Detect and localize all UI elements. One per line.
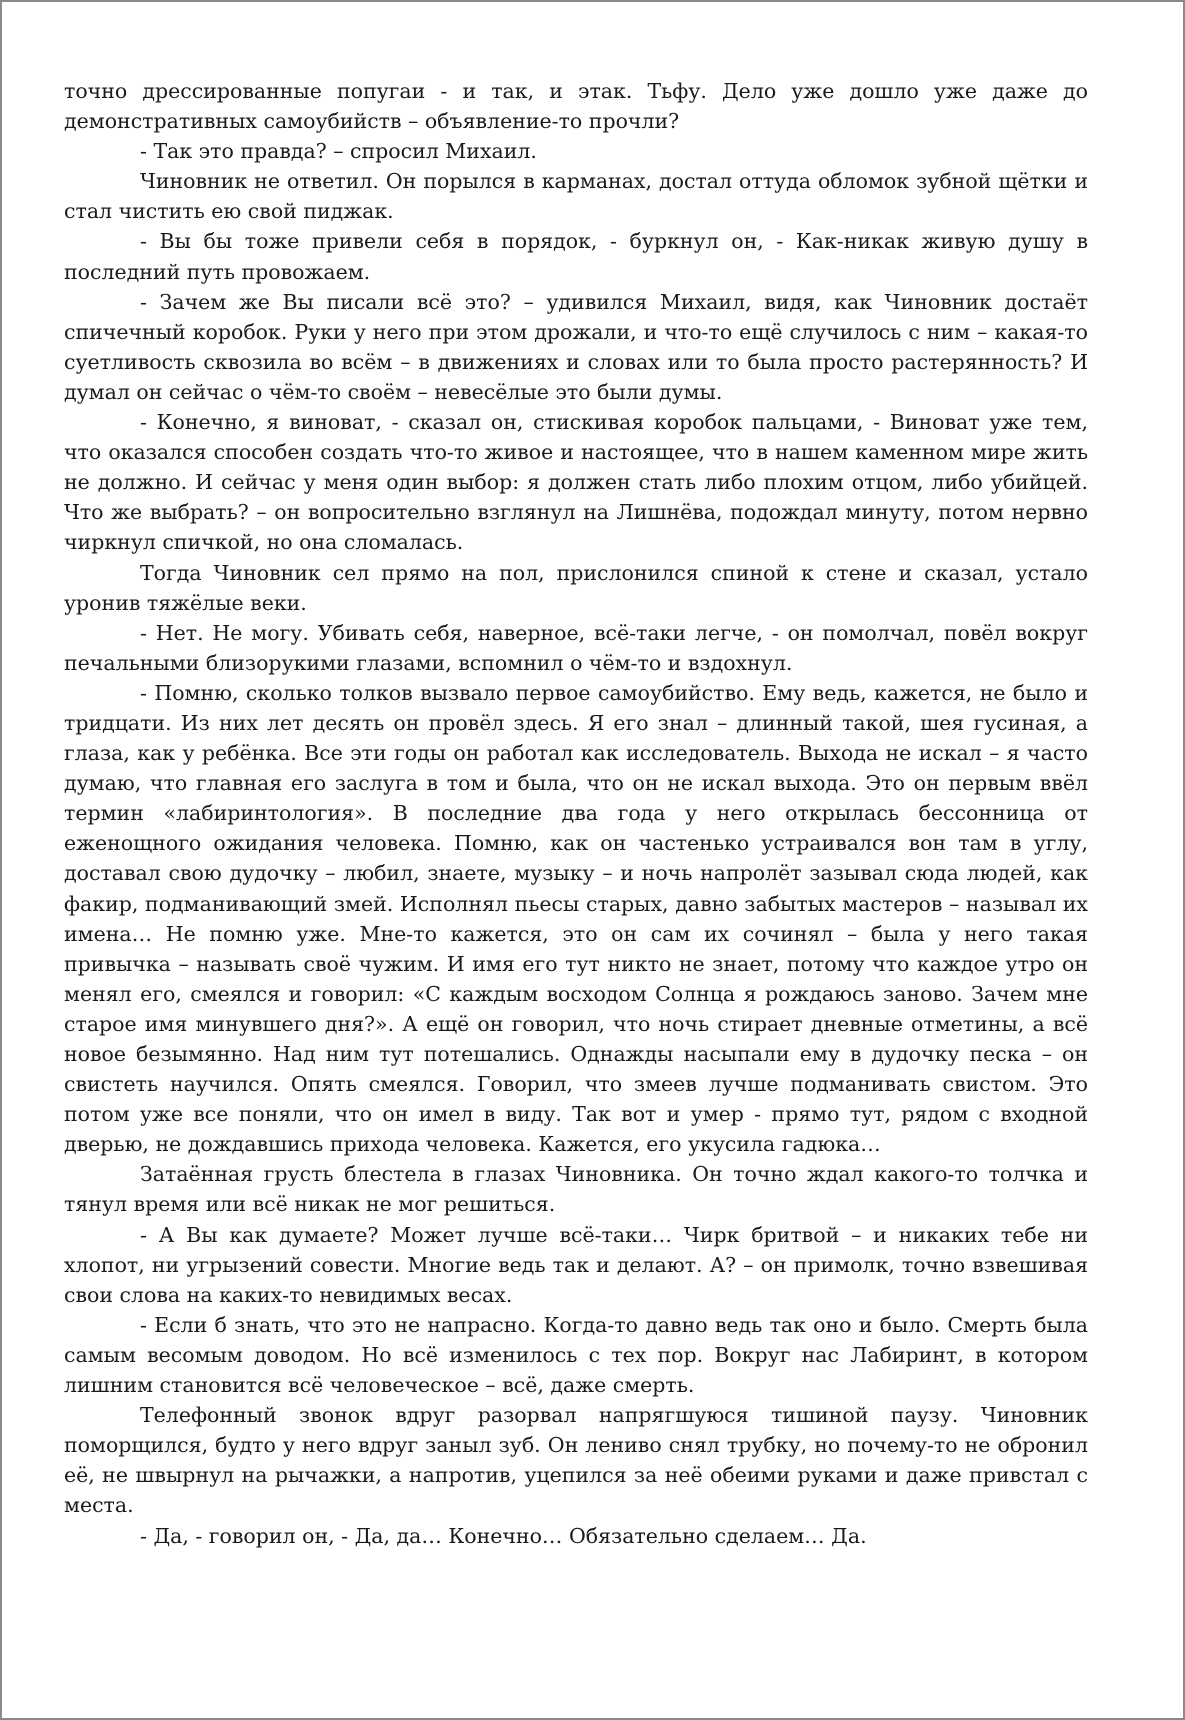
paragraph: Затаённая грусть блестела в глазах Чиновника. Он точно ждал какого-то толчка и тянул время или всё никак не мог решиться. [64, 1162, 1088, 1217]
page-text [64, 76, 1088, 1551]
paragraph: - Так это правда? – спросил Михаил. [140, 139, 537, 164]
paragraph: - Если б знать, что это не напрасно. Когда-то давно ведь так оно и было. Смерть была самым весомым доводом. Но всё изменилось с тех пор. Вокруг нас Лабиринт, в котором лишним становится всё человеческое – всё, даже смерть. [64, 1312, 1088, 1398]
paragraph: Телефонный звонок вдруг разорвал напрягшуюся тишиной паузу. Чиновник поморщился, будто у него вдруг заныл зуб. Он лениво снял трубку, но почему-то не обронил её, не швырнул на рычажки, а напротив, уцепился за неё обеими руками и даже привстал с места. [64, 1403, 1088, 1518]
paragraph: - Да, - говорил он, - Да, да… Конечно… Обязательно сделаем… Да. [140, 1523, 867, 1548]
paragraph: - Конечно, я виноват, - сказал он, стискивая коробок пальцами, - Виноват уже тем, что оказался способен создать что-то живое и настоящее, что в нашем каменном мире жить не должно. И сейчас у меня один выбор: я должен стать либо плохим отцом, либо убийцей. Что же выбрать? – он вопросительно взглянул на Лишнёва, подождал минуту, потом нервно чиркнул спичкой, но она сломалась. [64, 410, 1088, 555]
paragraph: - Вы бы тоже привели себя в порядок, - буркнул он, - Как-никак живую душу в последний путь провожаем. [64, 229, 1088, 284]
paragraph: Тогда Чиновник сел прямо на пол, прислонился спиной к стене и сказал, устало уронив тяжёлые веки. [64, 560, 1088, 615]
paragraph: - А Вы как думаете? Может лучше всё-таки… Чирк бритвой – и никаких тебе ни хлопот, ни угрызений совести. Многие ведь так и делают. А? – он примолк, точно взвешивая свои слова на каких-то невидимых весах. [64, 1222, 1088, 1307]
paragraph: Чиновник не ответил. Он порылся в карманах, достал оттуда обломок зубной щётки и стал чистить ею свой пиджак. [64, 169, 1088, 224]
paragraph-continued: точно дрессированные попугаи - и так, и этак. Тьфу. Дело уже дошло уже даже до демонстративных самоубийств – объявление-то прочли? [64, 79, 1088, 134]
paragraph: - Зачем же Вы писали всё это? – удивился Михаил, видя, как Чиновник достаёт спичечный коробок. Руки у него при этом дрожали, и что-то ещё случилось с ним – какая-то суетливость сквозила во всём – в движениях и словах или то была просто растерянность? И думал он сейчас о чём-то своём – невесёлые это были думы. [64, 289, 1088, 404]
paragraph: - Помню, сколько толков вызвало первое самоубийство. Ему ведь, кажется, не было и тридцати. Из них лет десять он провёл здесь. Я его знал – длинный такой, шея гусиная, а глаза, как у ребёнка. Все эти годы он работал как исследователь. Выхода не искал – я часто думаю, что главная его заслуга в том и была, что он не искал выхода. Это он первым ввёл термин «лабиринтология». В последние два года у него открылась бессонница от еженощного ожидания человека. Помню, как он частенько устраивался вон там в углу, доставал свою дудочку – любил, знаете, музыку – и ночь напролёт зазывал сюда людей, как факир, подманивающий змей. Исполнял пьесы старых, давно забытых мастеров – называл их имена… Не помню уже. Мне-то кажется, это он сам их сочинял – была у него такая привычка – называть своё чужим. И имя его тут никто не знает, потому что каждое утро он менял его, смеялся и говорил: «С каждым восходом Солнца я рождаюсь заново. Зачем мне старое имя минувшего дня?». А ещё он говорил, что ночь стирает дневные отметины, а всё новое безымянно. Над ним тут потешались. Однажды насыпали ему в дудочку песка – он свистеть научился. Опять смеялся. Говорил, что змеев лучше подманивать свистом. Это потом уже все поняли, что он имел в виду. Так вот и умер - прямо тут, рядом с входной дверью, не дождавшись прихода человека. Кажется, его укусила гадюка… [64, 680, 1088, 1157]
paragraph: - Нет. Не могу. Убивать себя, наверное, всё-таки легче, - он помолчал, повёл вокруг печальными близорукими глазами, вспомнил о чём-то и вздохнул. [64, 620, 1088, 675]
